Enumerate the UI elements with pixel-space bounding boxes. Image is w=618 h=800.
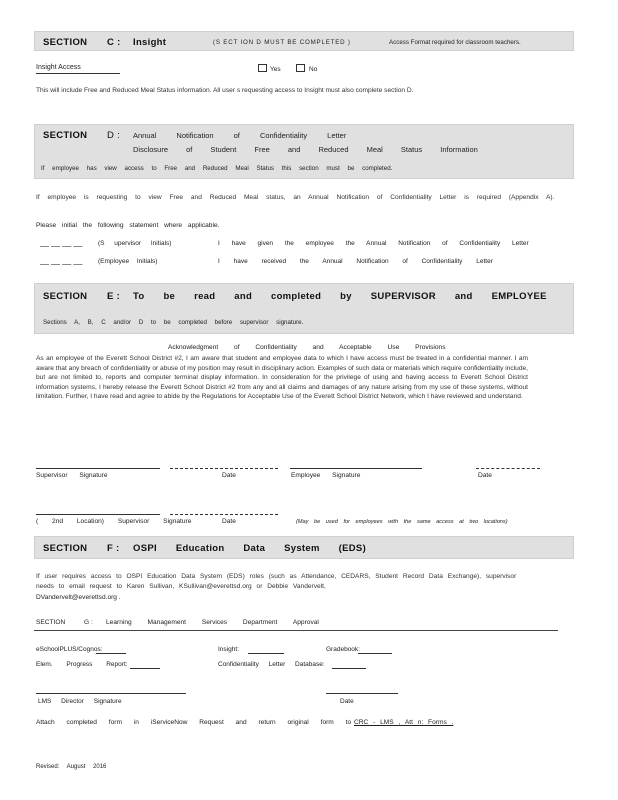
insight-approval-label: Insight: [218,646,239,653]
no-checkbox[interactable] [296,64,305,72]
date1-line[interactable] [170,468,278,469]
elem-progress-line[interactable] [130,668,160,669]
section-d-header [34,124,574,179]
attach-link[interactable]: CRC - LMS , Att n: Forms . [354,719,454,726]
section-c-note: Access Format required for classroom teachers. [389,39,521,46]
section-e-letter: E : [107,291,121,302]
conf-db-label: Confidentiality Letter Database: [218,661,325,668]
conf-db-line[interactable] [332,668,366,669]
section-g-title: Learning Management Services Department Approval [106,619,319,626]
section-d-paragraph: If employee is requesting to view Free and Reduced Meal status, an Annual Notification of Confidentiality Letter is required (Appendix A). [36,194,555,201]
date1-label: Date [222,472,236,479]
employee-initials-text: I have received the Annual Notification of Confidentiality Letter [218,258,493,265]
eschool-label: eSchoolPLUS/Cognos: [36,646,103,653]
lms-signature-label: LMS Director Signature [38,698,122,705]
section-c-header [34,31,574,51]
supervisor-signature-line[interactable] [36,468,160,469]
section-f-paragraph: If user requires access to OSPI Education Data System (EDS) roles (such as Attendance, CEDARS, Student Record Data Exchange), supervisor needs to email request to Karen Sullivan, KSullivan@everettsd.org or Debbie Vandervelt, [36,573,517,590]
employee-signature-line[interactable] [290,468,422,469]
lms-date-label: Date [340,698,354,705]
no-label: No [309,66,318,73]
supervisor-initial-blanks[interactable]: __ __ __ __ [40,238,83,247]
supervisor-signature-label: Supervisor Signature [36,472,108,479]
section-c-title: Insight [133,37,167,48]
section-c-must: (S ECT ION D MUST BE COMPLETED ) [213,39,351,46]
section-g-letter: G : [84,619,93,626]
acknowledgment-title: Acknowledgment of Confidentiality and Acceptable Use Provisions [168,344,446,351]
section-d-label: SECTION [43,130,88,141]
section-g-header [34,616,558,631]
section-f-label: SECTION [43,543,88,554]
second-location-label: ( 2nd Location) Supervisor Signature [36,518,192,525]
yes-label: Yes [270,66,281,73]
date2-line[interactable] [476,468,540,469]
section-f-letter: F : [107,543,120,554]
section-d-title1: Annual Notification of Confidentiality Letter [133,131,347,140]
section-f-email[interactable]: DVandervelt@everettsd.org . [36,594,121,601]
date3-line[interactable] [170,514,278,515]
section-e-header [34,283,574,334]
employee-signature-label: Employee Signature [291,472,361,479]
insight-approval-line[interactable] [248,653,284,654]
employee-initial-blanks[interactable]: __ __ __ __ [40,256,83,265]
section-e-label: SECTION [43,291,88,302]
section-e-title: To be read and completed by SUPERVISOR and EMPLOYEE [133,291,547,302]
attach-instruction: Attach completed form in iServiceNow Request and return original form to [36,719,352,726]
section-c-label: SECTION [43,37,88,48]
acknowledgment-paragraph: As an employee of the Everett School District #2, I am aware that student and employee data to which I have access must be treated in a confidential manner. I am aware that any breach of confidentiality or abuse of my position may result in disciplinary action. Examples of such data or materials which require confidentiality include, but are not limited to, reports and computer terminal display information. In consideration for the privilege of using and having access to Everett School District information systems, I hereby release the Everett School District #2 from any and all claims and damages of any nature arising from my use of these systems, without limitation. Further, I have read and agree to abide by the Regulations for Acceptable Use of the Everett School District Network, which I have reviewed and understand. [36,355,528,401]
gradebook-line[interactable] [358,653,392,654]
date3-label: Date [222,518,236,525]
date2-label: Date [478,472,492,479]
initial-prompt: Please initial the following statement where applicable. [36,222,220,229]
eschool-line[interactable] [96,653,126,654]
lms-signature-line[interactable] [36,693,186,694]
gradebook-label: Gradebook: [326,646,360,653]
revised-date: Revised: August 2016 [36,764,107,770]
section-g-label: SECTION [36,619,66,626]
supervisor-initials-label: (S upervisor Initials) [98,240,172,247]
second-location-note: (May be used for employees with the same access at two locations) [296,519,508,525]
insight-access-underline [36,73,120,74]
employee-initials-label: (Employee Initials) [98,258,158,265]
lms-date-line[interactable] [326,693,398,694]
yes-checkbox[interactable] [258,64,267,72]
section-d-letter: D : [107,130,121,141]
section-c-letter: C : [107,37,121,48]
second-location-signature-line[interactable] [36,514,160,515]
elem-progress-label: Elem. Progress Report: [36,661,128,668]
section-d-title2: Disclosure of Student Free and Reduced Meal Status Information [133,145,478,154]
supervisor-initials-text: I have given the employee the Annual Notification of Confidentiality Letter [218,240,529,247]
section-f-title: OSPI Education Data System (EDS) [133,543,367,554]
insight-access-label: Insight Access [36,64,81,71]
section-c-paragraph: This will include Free and Reduced Meal Status information. All user s requesting access to Insight must also complete section D. [36,87,414,94]
section-d-instruction: If employee has view access to Free and Reduced Meal Status this section must be completed. [41,165,393,172]
section-e-instruction: Sections A, B, C and/or D to be completed before supervisor signature. [43,319,304,326]
section-f-header [34,536,574,559]
